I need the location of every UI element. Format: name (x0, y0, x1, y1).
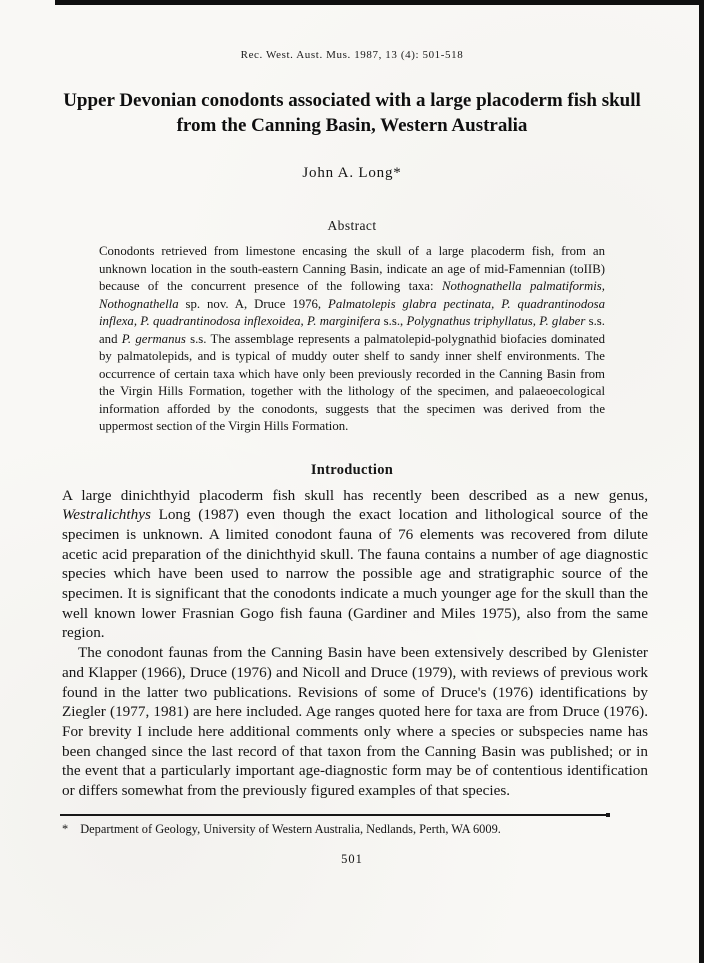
footnote-rule (60, 814, 609, 816)
page-content (0, 49, 704, 867)
footnote-marker: * (62, 821, 69, 836)
footnote-text: Department of Geology, University of Western Australia, Nedlands, Perth, WA 6009. (80, 821, 501, 836)
abstract-heading: Abstract (327, 218, 377, 233)
introduction-heading: Introduction (310, 461, 394, 478)
author-name: John A. Long* (302, 165, 402, 181)
footnote (62, 822, 648, 837)
journal-citation: Rec. West. Aust. Mus. 1987, 13 (4): 501-518 (240, 49, 464, 61)
page-number: 501 (341, 851, 363, 866)
introduction-paragraph-2: The conodont faunas from the Canning Basin have been extensively described by Glenister and Klapper (1966), Druce (1976) and Nicoll and Druce (1979), with reviews of previous work found in the latter two publications. Revisions of some of Druce's (1976) identifications by Ziegler (1977, 1981) are here included. Age ranges quoted here for taxa are from Druce (1976). For brevity I include here additional comments only where a species or subspecies name has been changed since the last record of that taxon from the Canning Basin was published; or in the event that a particularly important age-diagnostic form may be of contentious identification or differs somewhat from the previously figured examples of that species. (62, 644, 648, 800)
scan-edge-top (55, 0, 704, 5)
paper-title: Upper Devonian conodonts associated with a large placoderm fish skull from the Canning Basin, Western Australia (63, 90, 641, 136)
abstract-text: Conodonts retrieved from limestone encasing the skull of a large placoderm fish, from an unknown location in the south-eastern Canning Basin, indicate an age of mid-Famennian (toIIB) because of the concurrent presence of the following taxa: Nothognathella palmatiformis, Nothognathella sp. nov. A, Druce 1976, Palmatolepis glabra pectinata, P. quadrantinodosa inflexa, P. quadrantinodosa inflexoidea, P. marginifera s.s., Polygnathus triphyllatus, P. glaber s.s. and P. germanus s.s. The assemblage represents a palmatolepid-polygnathid biofacies dominated by palmatolepids, and is typical of muddy outer shelf to sandy inner shelf environments. The occurrence of certain taxa which have only been previously recorded in the Canning Basin from the Virgin Hills Formation, together with the lithology of the specimen, and palaeoecological information afforded by the conodonts, suggests that the specimen was derived from the uppermost section of the Virgin Hills Formation. (99, 244, 606, 433)
introduction-paragraph-1: A large dinichthyid placoderm fish skull has recently been described as a new genus, Westralichthys Long (1987) even though the exact location and lithological source of the specimen is unknown. A limited conodont fauna of 76 elements was recovered from dilute acetic acid preparation of the dinichthyid skull. The fauna contains a number of age diagnostic species which have been used to narrow the possible age and stratigraphic source of the specimen. It is significant that the conodonts indicate a much younger age for the skull than the well known lower Frasnian Gogo fish fauna (Gardiner and Miles 1975), also from the same region. (62, 486, 648, 642)
